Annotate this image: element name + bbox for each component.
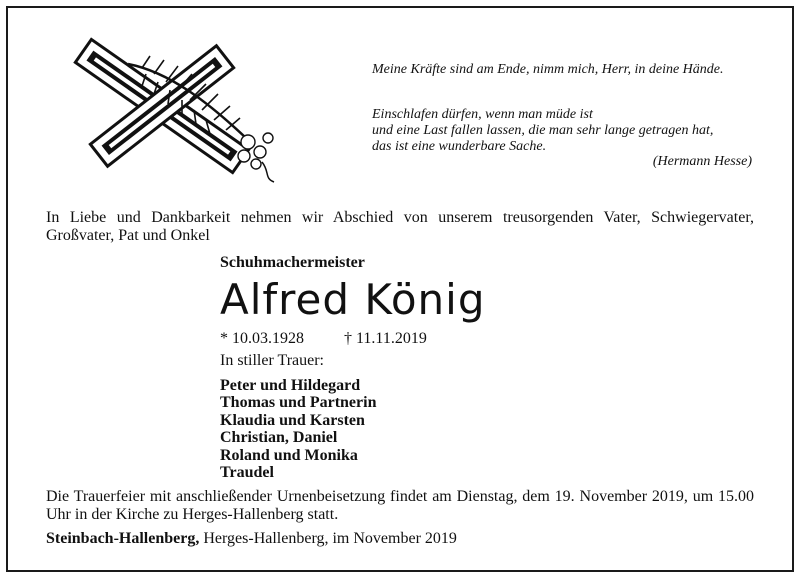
mourning-label: In stiller Trauer: — [220, 352, 324, 369]
quote-author: (Hermann Hesse) — [652, 154, 752, 169]
intro-text: In Liebe und Dankbarkeit nehmen wir Abschied von unserem treusorgenden Vater, Schwiegervater, Großvater, Pat und Onkel — [46, 209, 754, 244]
death-date: † 11.11.2019 — [344, 330, 427, 347]
hesse-quote — [372, 107, 713, 155]
mourner-name: Roland und Monika — [220, 446, 358, 464]
quote-line: Meine Kräfte sind am Ende, nimm mich, Herr, in deine Hände. — [372, 62, 724, 77]
ceremony-text: Die Trauerfeier mit anschließender Urnenbeisetzung findet am Dienstag, dem 19. November 2019, um 15.00 Uhr in der Kirche zu Herges-Hallenberg statt. — [46, 488, 754, 523]
birth-date: * 10.03.1928 — [220, 330, 304, 347]
place-rest: Herges-Hallenberg, im November 2019 — [199, 530, 457, 547]
place-bold: Steinbach-Hallenberg, — [46, 530, 200, 547]
cross-with-palm-icon — [50, 34, 290, 184]
mourner-name: Klaudia und Karsten — [220, 411, 365, 429]
mourners-list — [220, 377, 376, 481]
mourner-name: Christian, Daniel — [220, 429, 338, 447]
mourner-name: Traudel — [220, 464, 274, 482]
quote-line: und eine Last fallen lassen, die man sehr lange getragen hat, — [372, 123, 714, 138]
life-dates — [220, 330, 427, 348]
quote-line: das ist eine wunderbare Sache. — [372, 139, 547, 154]
quote-line: Einschlafen dürfen, wenn man müde ist — [372, 107, 593, 122]
deceased-name: Alfred König — [220, 275, 486, 324]
mourner-name: Thomas und Partnerin — [220, 394, 377, 412]
place-date-line — [46, 530, 457, 548]
mourner-name: Peter und Hildegard — [220, 377, 361, 394]
deceased-title: Schuhmachermeister — [220, 254, 365, 271]
